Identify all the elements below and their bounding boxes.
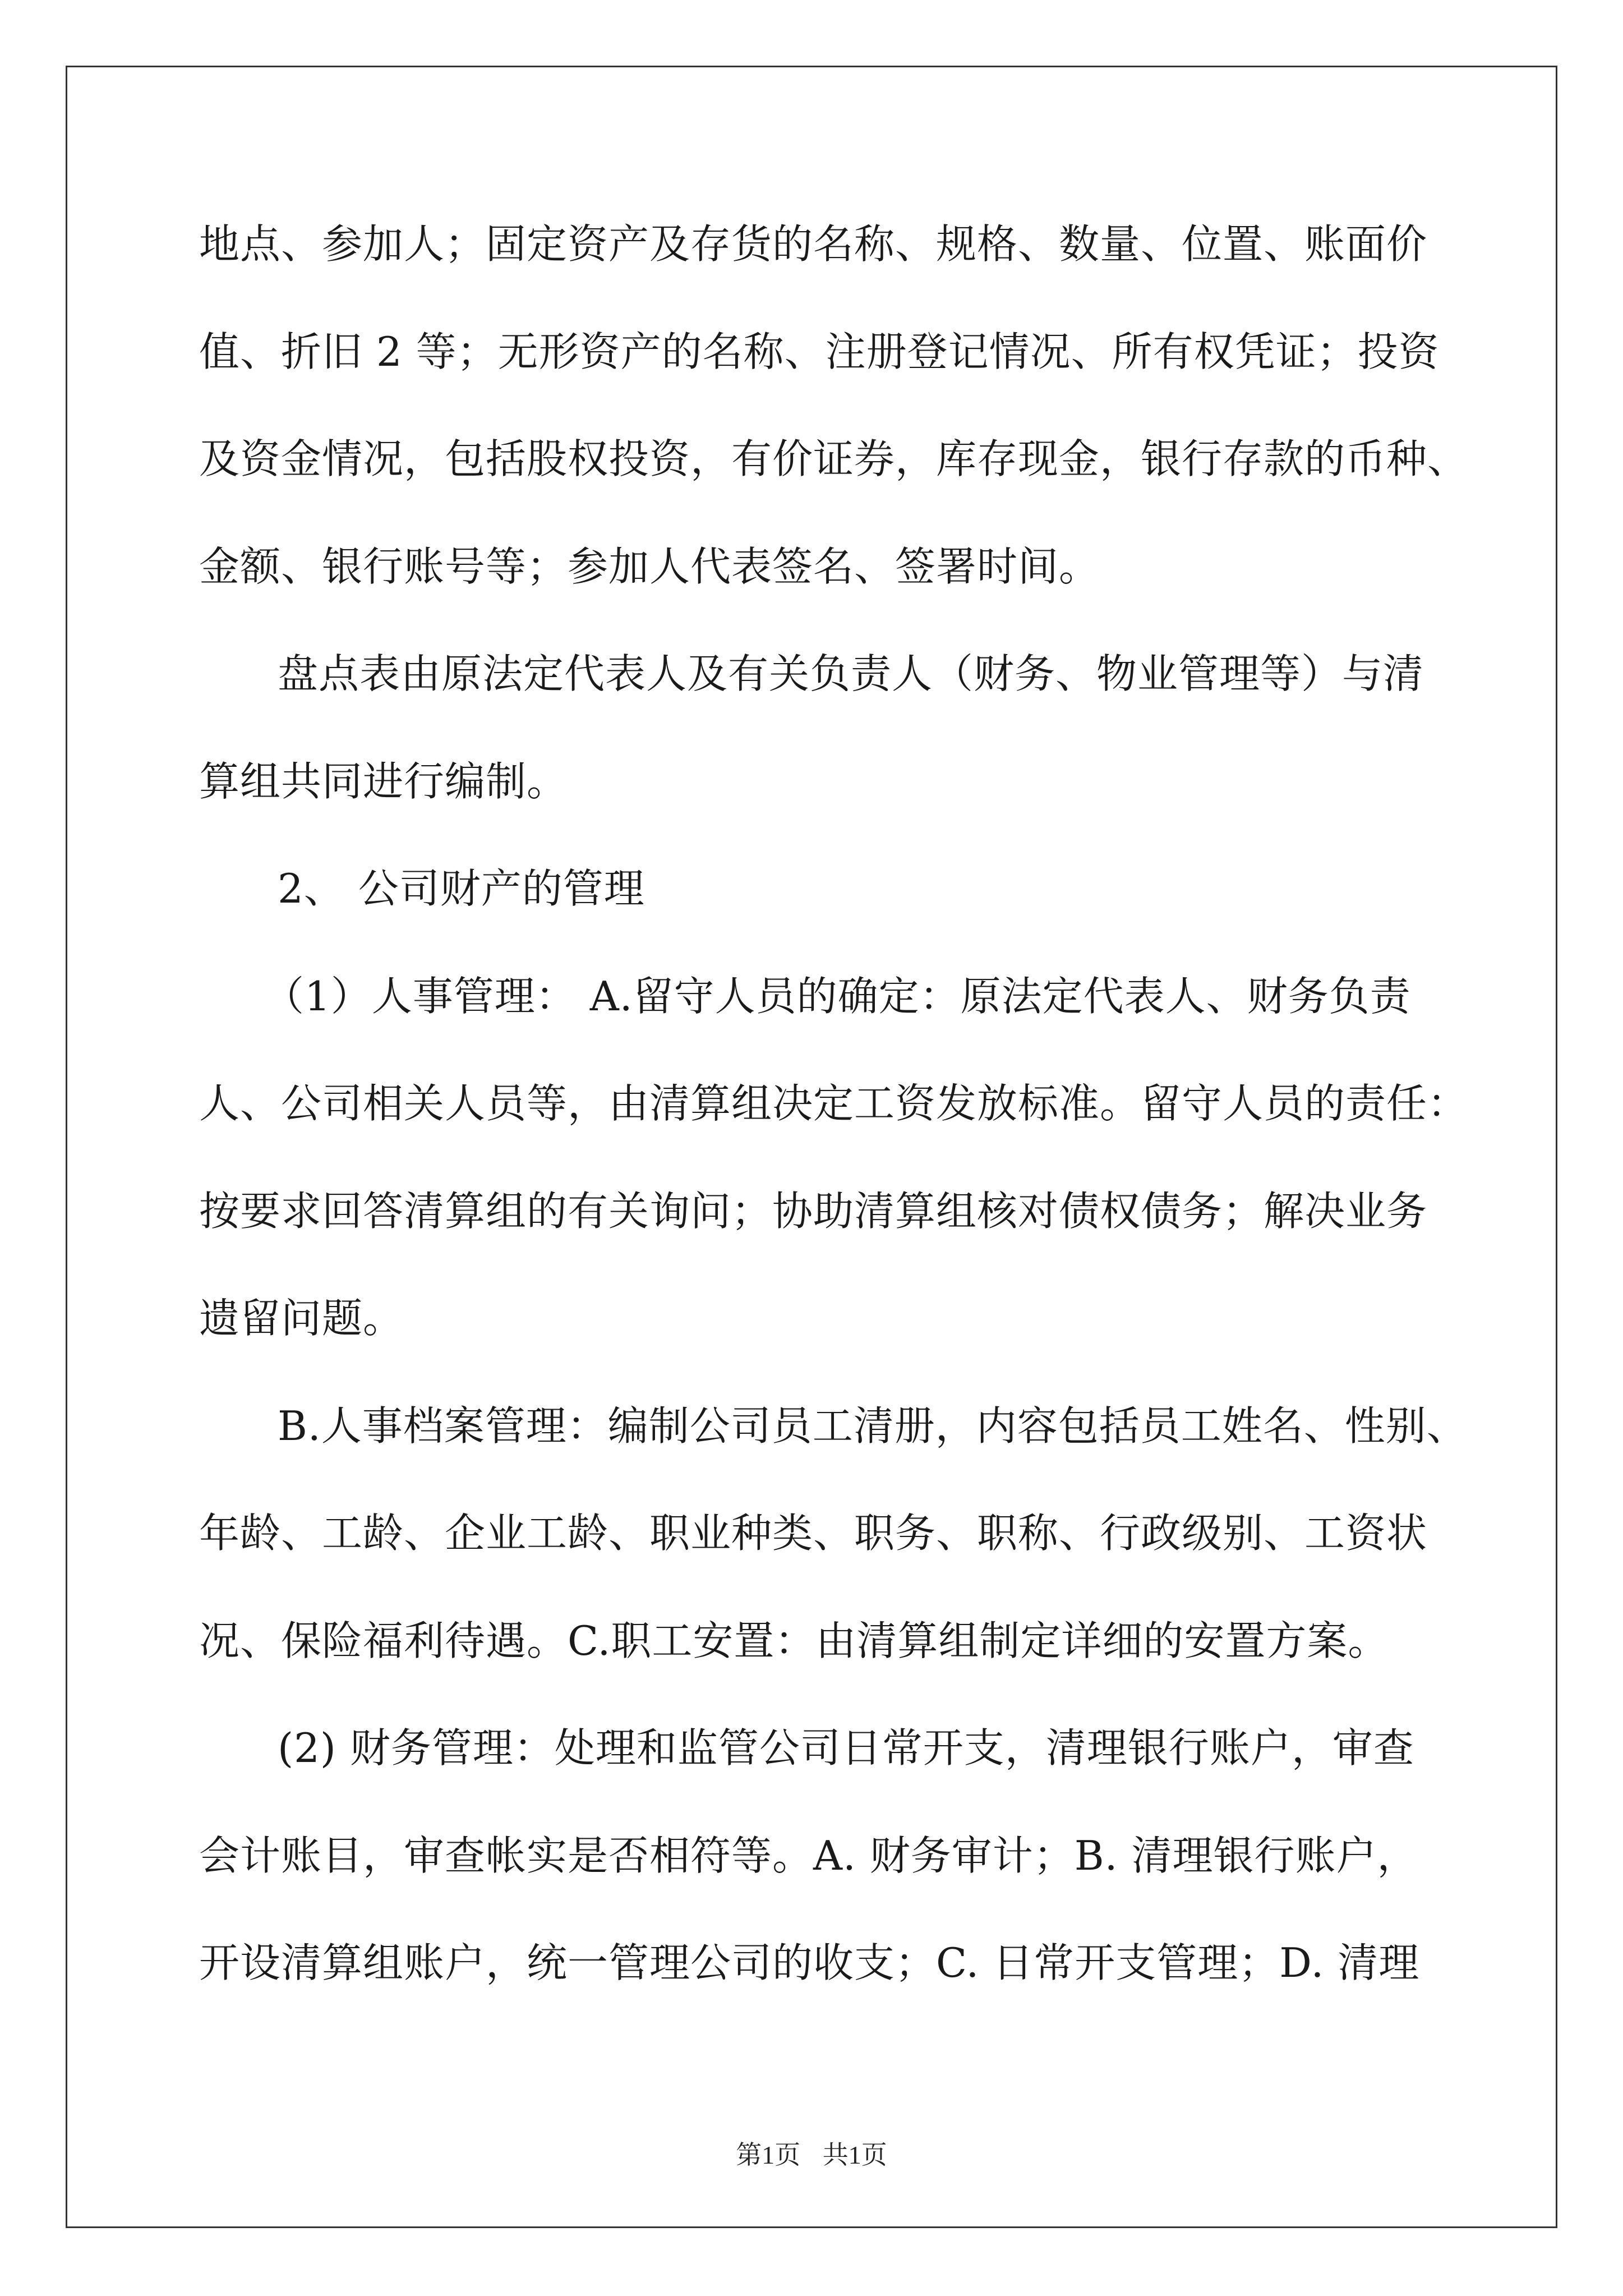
text-line: 会计账目，审查帐实是否相符等。A. 财务审计；B. 清理银行账户， xyxy=(199,1832,1418,1879)
text-line: 况、保险福利待遇。C.职工安置：由清算组制定详细的安置方案。 xyxy=(199,1617,1389,1664)
text-line: 金额、银行账号等；参加人代表签名、签署时间。 xyxy=(199,542,1100,590)
text-line: 值、折旧 2 等；无形资产的名称、注册登记情况、所有权凭证；投资 xyxy=(199,328,1440,375)
text-line: 地点、参加人；固定资产及存货的名称、规格、数量、位置、账面价 xyxy=(199,220,1428,268)
section-heading: 2、 公司财产的管理 xyxy=(278,865,645,912)
paragraph-start-line: B.人事档案管理：编制公司员工清册，内容包括员工姓名、性别、 xyxy=(278,1402,1468,1450)
text-line: 人、公司相关人员等，由清算组决定工资发放标准。留守人员的责任： xyxy=(199,1080,1469,1127)
document-body xyxy=(199,219,1489,2045)
page-number: 第1页 xyxy=(736,2141,801,2169)
text-line: 开设清算组账户，统一管理公司的收支；C. 日常开支管理；D. 清理 xyxy=(199,1939,1420,1986)
paragraph-start-line: （1）人事管理： A.留守人员的确定：原法定代表人、财务负责 xyxy=(264,972,1411,1020)
text-line: 按要求回答清算组的有关询问；协助清算组核对债权债务；解决业务 xyxy=(199,1187,1428,1235)
page-total: 共1页 xyxy=(822,2141,887,2169)
paragraph-start-line: (2) 财务管理：处理和监管公司日常开支，清理银行账户，审查 xyxy=(278,1724,1414,1772)
text-line: 算组共同进行编制。 xyxy=(199,757,568,805)
text-line: 年龄、工龄、企业工龄、职业种类、职务、职称、行政级别、工资状 xyxy=(199,1510,1428,1557)
page-footer xyxy=(0,2134,1623,2171)
text-line: 及资金情况，包括股权投资，有价证券，库存现金，银行存款的币种、 xyxy=(199,435,1469,482)
text-line: 遗留问题。 xyxy=(199,1295,404,1342)
paragraph-start-line: 盘点表由原法定代表人及有关负责人（财务、物业管理等）与清 xyxy=(278,650,1424,697)
